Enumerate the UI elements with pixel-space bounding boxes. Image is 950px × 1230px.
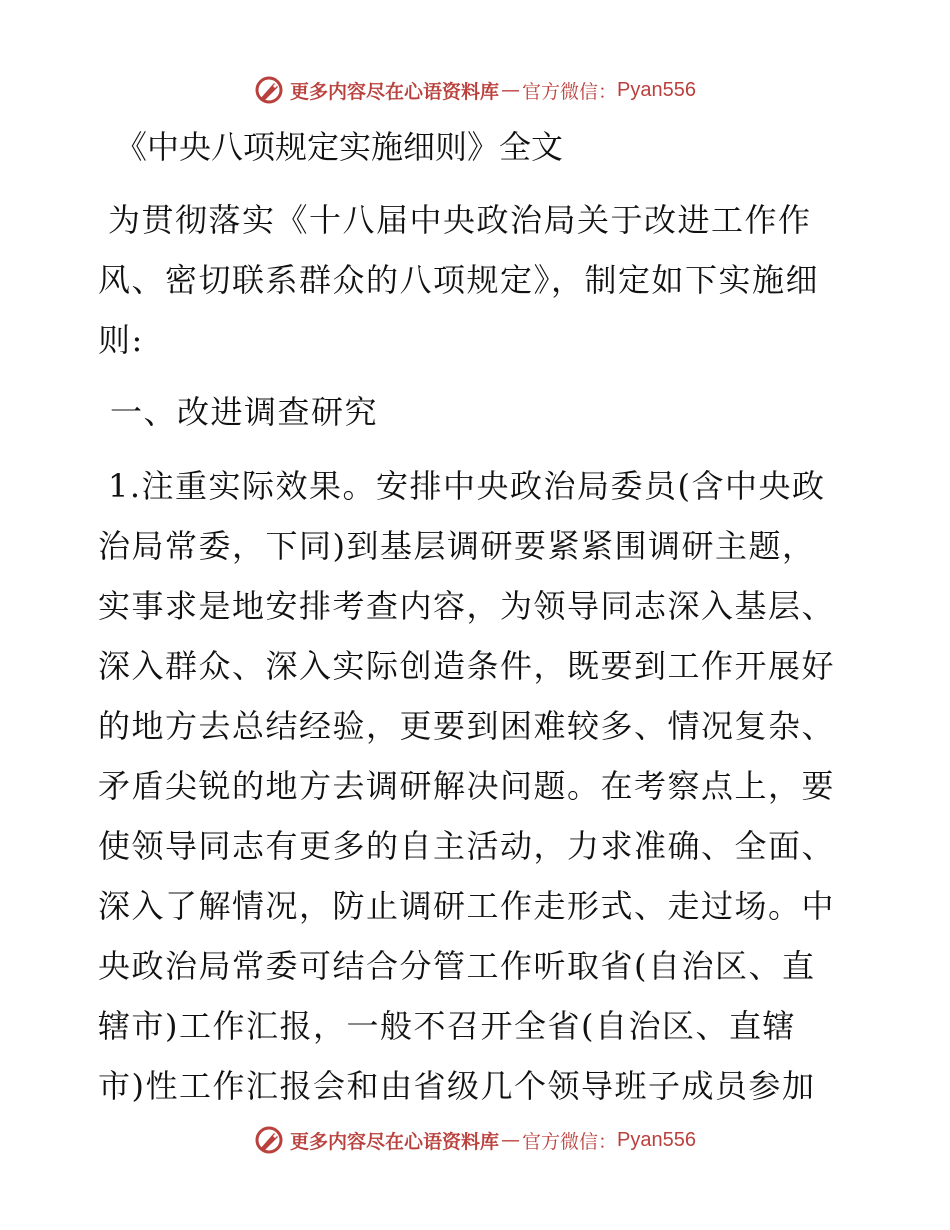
- footer-watermark-banner: [0, 1120, 950, 1160]
- item-line: 深入了解情况，防止调研工作走形式、走过场。中: [98, 887, 836, 925]
- item-line: 央政治局常委可结合分管工作听取省(自治区、直: [98, 947, 816, 985]
- item-1-paragraph: [98, 456, 853, 1116]
- intro-line: 为贯彻落实《十八届中央政治局关于改进工作作: [108, 201, 812, 239]
- pen-nib-logo-icon: [254, 1125, 284, 1155]
- pen-nib-logo-icon: [254, 75, 284, 105]
- intro-line: 则:: [98, 321, 144, 359]
- document-title: 《中央八项规定实施细则》全文: [115, 128, 564, 166]
- item-line: 治局常委，下同)到基层调研要紧紧围调研主题，: [98, 527, 816, 565]
- item-line: 辖市)工作汇报，一般不召开全省(自治区、直辖: [98, 1007, 796, 1045]
- header-watermark-banner: [0, 70, 950, 110]
- section-heading: 一、改进调查研究: [110, 393, 379, 431]
- item-line: 使领导同志有更多的自主活动，力求准确、全面、: [98, 827, 836, 865]
- item-line: 1.注重实际效果。安排中央政治局委员(含中央政: [108, 467, 826, 505]
- item-line: 的地方去总结经验，更要到困难较多、情况复杂、: [98, 707, 836, 745]
- item-line: 市)性工作汇报会和由省级几个领导班子成员参加: [98, 1067, 816, 1105]
- banner-wechat-id: Pyan556: [617, 1128, 696, 1151]
- item-line: 实事求是地安排考查内容，为领导同志深入基层、: [98, 587, 836, 625]
- banner-dash: —: [501, 79, 521, 101]
- item-line: 矛盾尖锐的地方去调研解决问题。在考察点上，要: [98, 767, 836, 805]
- intro-line: 风、密切联系群众的八项规定》，制定如下实施细: [98, 261, 820, 299]
- banner-dash: —: [501, 1129, 521, 1151]
- banner-wechat-id: Pyan556: [617, 78, 696, 101]
- banner-side-text: 官方微信：: [522, 1130, 618, 1153]
- banner-main-text: 更多内容尽在心语资料库: [290, 1130, 500, 1153]
- intro-paragraph: [98, 190, 853, 370]
- item-line: 深入群众、深入实际创造条件，既要到工作开展好: [98, 647, 836, 685]
- banner-main-text: 更多内容尽在心语资料库: [290, 80, 500, 103]
- banner-side-text: 官方微信：: [522, 80, 618, 103]
